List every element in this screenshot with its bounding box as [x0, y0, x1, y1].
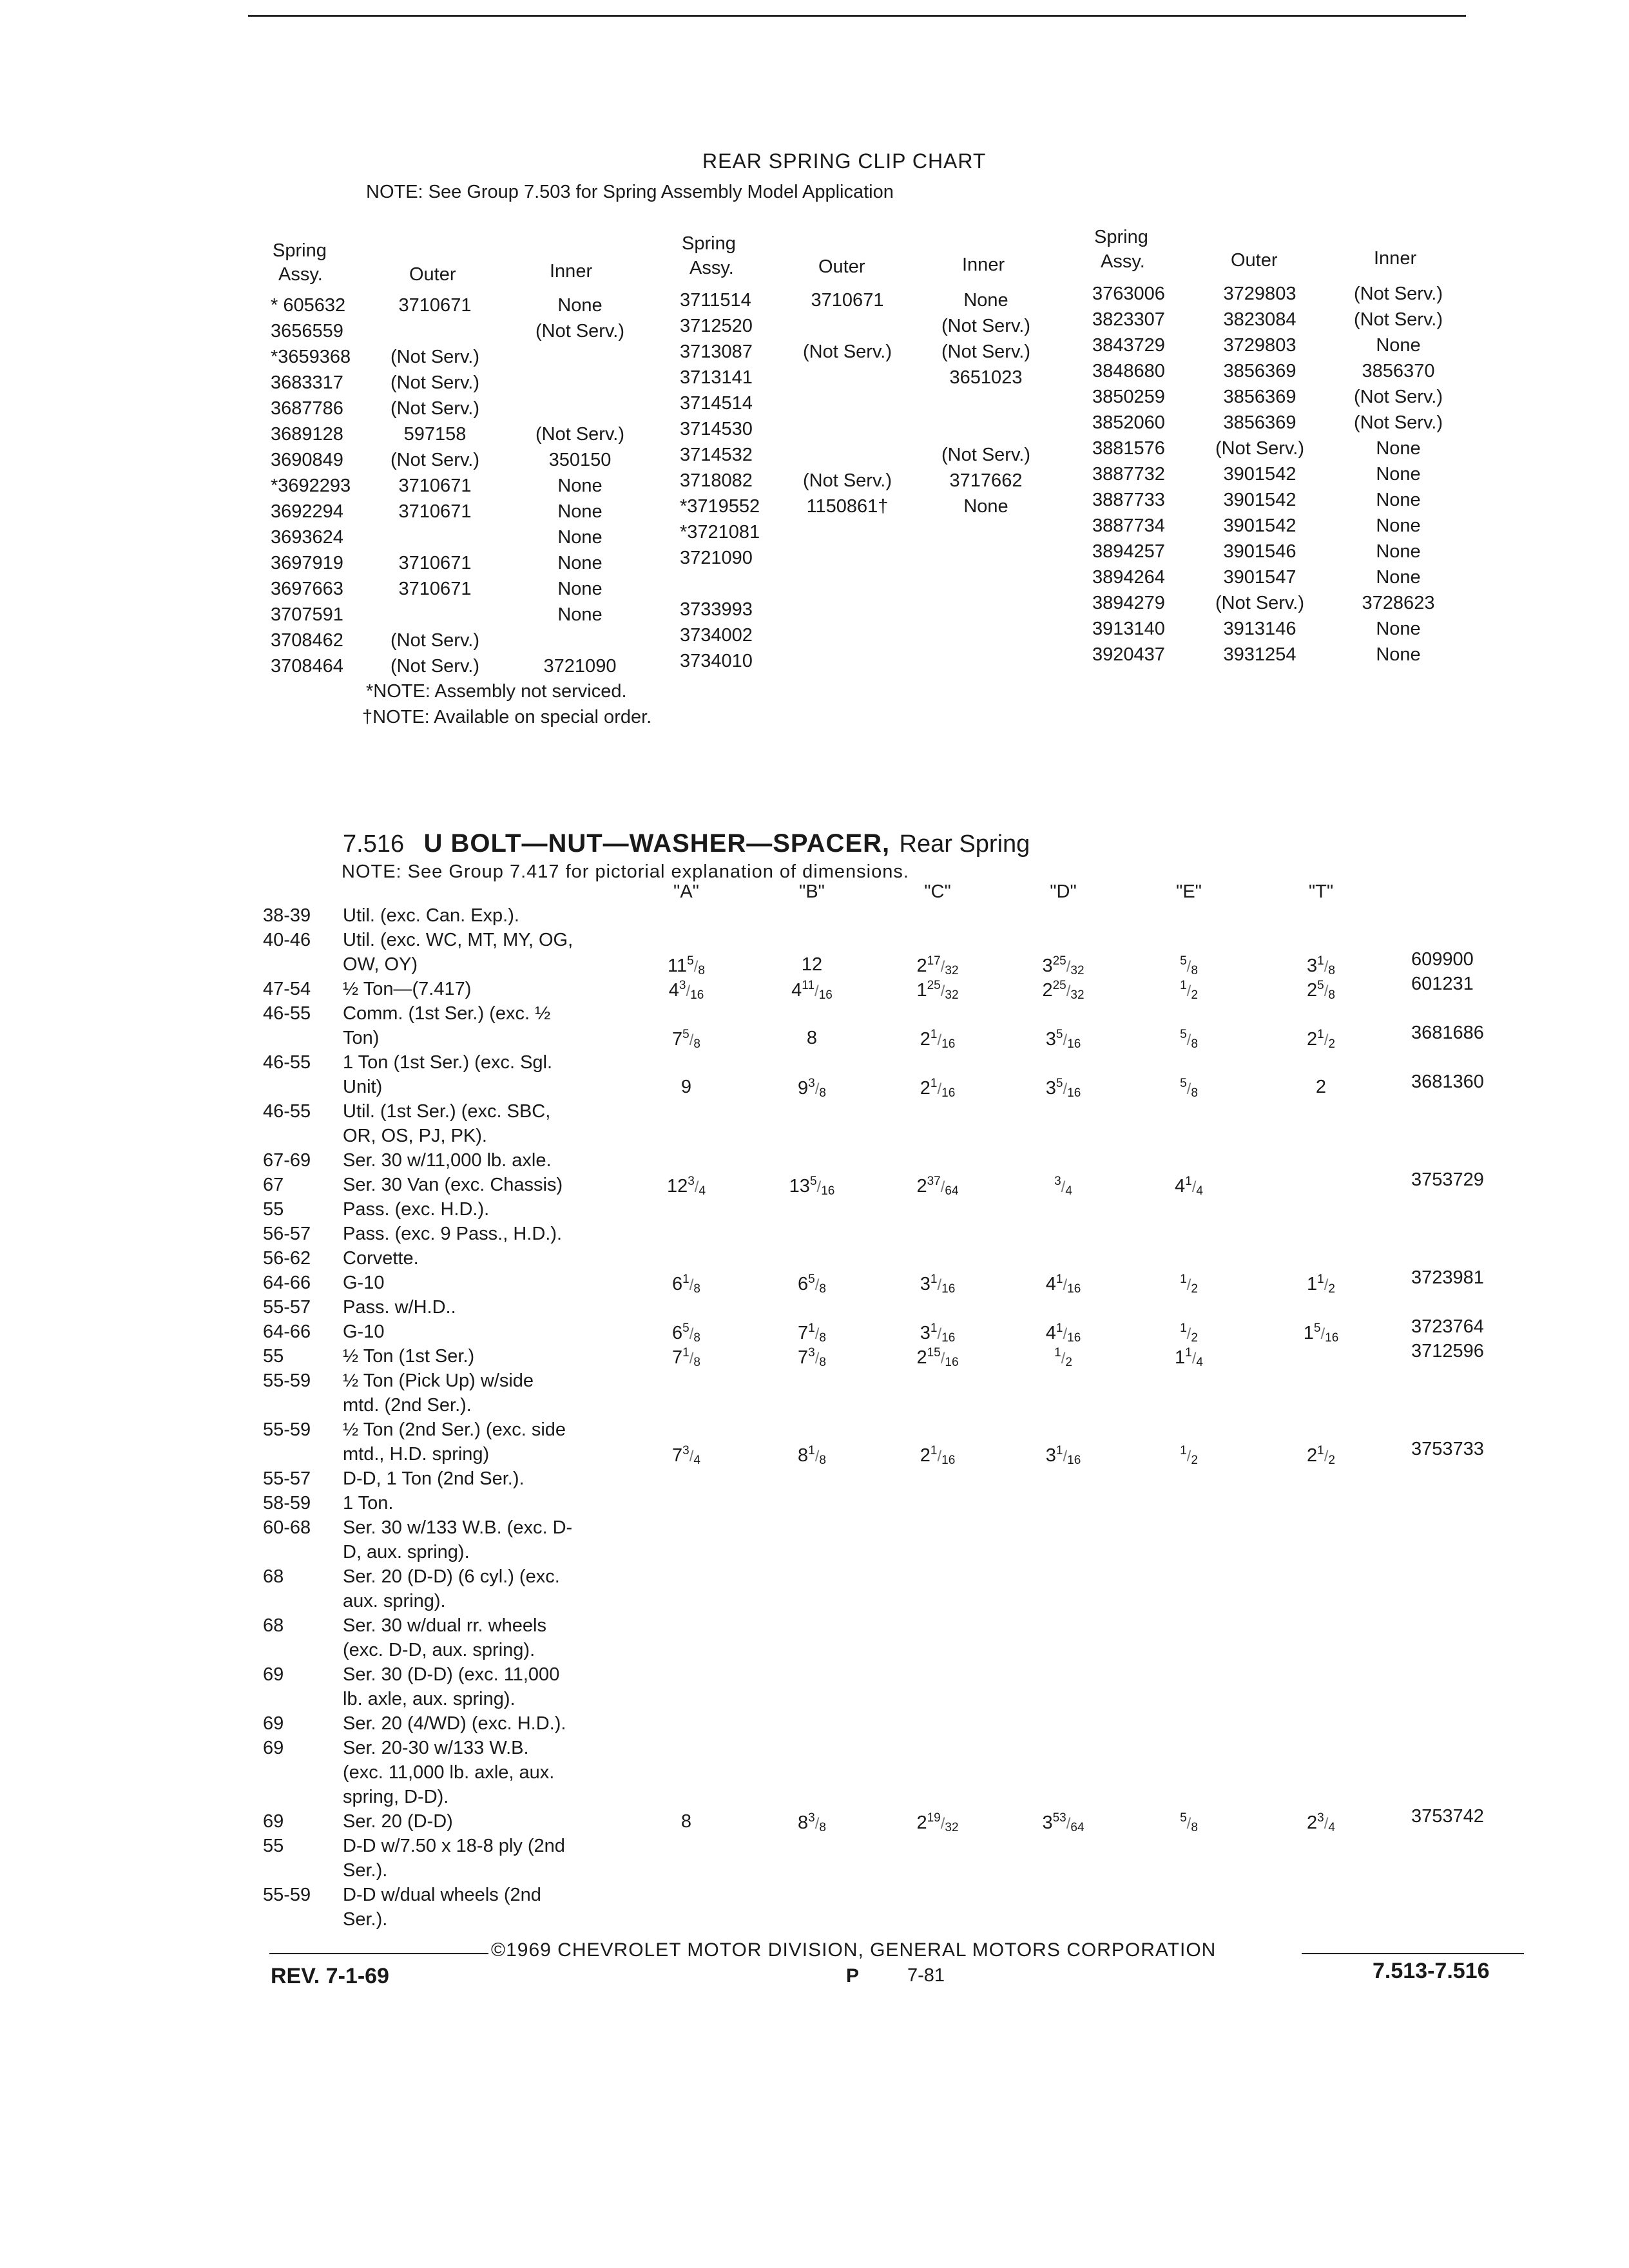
outer-clip-part: (Not Serv.): [390, 450, 480, 470]
outer-clip-part: 3931254: [1223, 644, 1296, 665]
spring-assy-number: 3687786: [271, 398, 343, 419]
model-years: 69: [263, 1738, 284, 1758]
outer-clip-part: 3913146: [1223, 619, 1296, 639]
model-years: 46-55: [263, 1003, 311, 1024]
inner-clip-part: None: [1376, 490, 1421, 510]
col-header-e: "E": [1176, 881, 1202, 902]
dim-d: $4^1/_{16}$: [1045, 1273, 1081, 1296]
header-assy: Assy.: [278, 264, 323, 285]
spring-assy-number: *3692293: [271, 476, 351, 496]
dim-d: $3^{25}/_{32}$: [1042, 954, 1084, 977]
dim-t: $2^1/_2$: [1307, 1444, 1335, 1467]
spring-assy-number: 3763006: [1092, 284, 1165, 304]
inner-clip-part: (Not Serv.): [1353, 412, 1443, 433]
dim-c: $2^1/_{16}$: [920, 1077, 956, 1100]
application-description: Ton): [343, 1028, 380, 1048]
dim-a: $11^5/_8$: [668, 954, 705, 977]
dim-d: $3^5/_{16}$: [1045, 1077, 1081, 1100]
inner-clip-part: None: [963, 496, 1008, 517]
model-years: 55-57: [263, 1468, 311, 1489]
model-years: 58-59: [263, 1493, 311, 1514]
spring-assy-number: 3920437: [1092, 644, 1165, 665]
model-years: 55: [263, 1199, 284, 1220]
header-inner: Inner: [550, 261, 593, 282]
footer-rule-right: [1302, 1953, 1524, 1954]
outer-clip-part: 3823084: [1223, 309, 1296, 330]
dim-a: $6^1/_8$: [672, 1273, 700, 1296]
dim-b: $4^{11}/_{16}$: [791, 979, 833, 1002]
dim-b: $8^3/_8$: [798, 1811, 826, 1834]
page-label: P: [846, 1965, 860, 1986]
inner-clip-part: None: [557, 553, 602, 573]
inner-clip-part: None: [557, 527, 602, 548]
dim-b: 8: [806, 1028, 818, 1048]
outer-clip-part: 3710671: [811, 290, 884, 311]
spring-assy-number: 3656559: [271, 321, 343, 341]
dim-c: $2^1/_{16}$: [920, 1444, 956, 1467]
inner-clip-part: None: [1376, 541, 1421, 562]
application-description: ½ Ton (1st Ser.): [343, 1346, 475, 1367]
model-years: 56-57: [263, 1224, 311, 1244]
dim-e: $^1/_2$: [1180, 1273, 1198, 1296]
part-number: 3681686: [1411, 1023, 1484, 1043]
dim-t: $1^1/_2$: [1307, 1273, 1335, 1296]
outer-clip-part: 3856369: [1223, 387, 1296, 407]
part-number: 3753742: [1411, 1806, 1484, 1827]
inner-clip-part: 3728623: [1362, 593, 1435, 613]
page-number: 7-81: [907, 1965, 945, 1986]
spring-assy-number: *3719552: [680, 496, 760, 517]
clip-chart-title: REAR SPRING CLIP CHART: [702, 149, 987, 173]
dim-b: $7^3/_8$: [798, 1346, 826, 1369]
header-assy: Assy.: [689, 258, 734, 278]
outer-clip-part: 3710671: [398, 501, 472, 522]
spring-assy-number: 3713087: [680, 341, 753, 362]
model-years: 64-66: [263, 1321, 311, 1342]
spring-assy-number: 3718082: [680, 470, 753, 491]
dim-d: $4^1/_{16}$: [1045, 1321, 1081, 1345]
part-number: 3753733: [1411, 1439, 1484, 1459]
inner-clip-part: None: [1376, 335, 1421, 356]
spring-assy-number: 3887733: [1092, 490, 1165, 510]
spring-assy-number: 3689128: [271, 424, 343, 445]
application-description: Pass. (exc. H.D.).: [343, 1199, 490, 1220]
inner-clip-part: 3651023: [949, 367, 1023, 388]
part-number: 3723981: [1411, 1267, 1484, 1288]
spring-assy-number: 3734010: [680, 651, 753, 671]
outer-clip-part: (Not Serv.): [390, 372, 480, 393]
inner-clip-part: (Not Serv.): [535, 321, 625, 341]
dim-e: $^5/_8$: [1180, 1811, 1198, 1834]
outer-clip-part: 597158: [403, 424, 467, 445]
application-description: Comm. (1st Ser.) (exc. ½: [343, 1003, 551, 1024]
model-years: 68: [263, 1615, 284, 1636]
inner-clip-part: 3717662: [949, 470, 1023, 491]
dim-e: $^5/_8$: [1180, 1028, 1198, 1051]
inner-clip-part: 3721090: [543, 656, 617, 677]
application-description: Ser.).: [343, 1909, 388, 1930]
dim-c: $3^1/_{16}$: [920, 1321, 956, 1345]
dim-b: $8^1/_8$: [798, 1444, 826, 1467]
application-description: G-10: [343, 1321, 385, 1342]
inner-clip-part: None: [1376, 515, 1421, 536]
application-description: Ser. 20-30 w/133 W.B.: [343, 1738, 529, 1758]
top-rule: [248, 15, 1466, 17]
model-years: 60-68: [263, 1517, 311, 1538]
outer-clip-part: 3901546: [1223, 541, 1296, 562]
part-number: 3712596: [1411, 1341, 1484, 1361]
revision-date: REV. 7-1-69: [271, 1964, 389, 1988]
model-years: 68: [263, 1566, 284, 1587]
model-years: 67-69: [263, 1150, 311, 1171]
header-outer: Outer: [818, 256, 865, 277]
application-description: spring, D-D).: [343, 1787, 449, 1807]
model-years: 55-59: [263, 1885, 311, 1905]
model-years: 46-55: [263, 1052, 311, 1073]
outer-clip-part: 3856369: [1223, 361, 1296, 381]
model-years: 69: [263, 1811, 284, 1832]
model-years: 55-59: [263, 1370, 311, 1391]
outer-clip-part: (Not Serv.): [390, 398, 480, 419]
application-description: D, aux. spring).: [343, 1542, 470, 1562]
header-inner: Inner: [962, 255, 1005, 275]
part-number: 3753729: [1411, 1169, 1484, 1190]
part-number: 609900: [1411, 949, 1474, 970]
dim-b: $7^1/_8$: [798, 1321, 826, 1345]
outer-clip-part: 1150861†: [806, 496, 889, 517]
inner-clip-part: 350150: [548, 450, 612, 470]
application-description: aux. spring).: [343, 1591, 446, 1611]
application-description: Pass. w/H.D..: [343, 1297, 456, 1318]
dim-c: $2^{17}/_{32}$: [916, 954, 959, 977]
spring-assy-number: *3659368: [271, 347, 351, 367]
header-outer: Outer: [1231, 250, 1278, 271]
dim-t: $2^1/_2$: [1307, 1028, 1335, 1051]
outer-clip-part: 3729803: [1223, 335, 1296, 356]
col-header-c: "C": [924, 881, 951, 902]
model-years: 64-66: [263, 1273, 311, 1293]
application-description: mtd. (2nd Ser.).: [343, 1395, 472, 1416]
model-years: 55: [263, 1346, 284, 1367]
spring-assy-number: 3850259: [1092, 387, 1165, 407]
spring-assy-number: 3714532: [680, 445, 753, 465]
dim-e: $4^1/_4$: [1175, 1175, 1203, 1198]
inner-clip-part: (Not Serv.): [941, 341, 1031, 362]
application-description: ½ Ton (2nd Ser.) (exc. side: [343, 1419, 566, 1440]
copyright-line: ©1969 CHEVROLET MOTOR DIVISION, GENERAL MOTORS CORPORATION: [491, 1939, 1217, 1961]
outer-clip-part: 3710671: [398, 476, 472, 496]
outer-clip-part: 3729803: [1223, 284, 1296, 304]
spring-assy-number: 3708462: [271, 630, 343, 651]
model-years: 55-59: [263, 1419, 311, 1440]
application-description: ½ Ton—(7.417): [343, 979, 472, 999]
inner-clip-part: (Not Serv.): [941, 445, 1031, 465]
application-description: (exc. D-D, aux. spring).: [343, 1640, 535, 1660]
spring-assy-number: 3887732: [1092, 464, 1165, 485]
dim-t: $2^3/_4$: [1307, 1811, 1335, 1834]
spring-assy-number: 3712520: [680, 316, 753, 336]
application-description: Ser. 30 (D-D) (exc. 11,000: [343, 1664, 560, 1685]
dim-b: $13^5/_{16}$: [789, 1175, 835, 1198]
outer-clip-part: 3901542: [1223, 490, 1296, 510]
dim-t: 2: [1315, 1077, 1327, 1097]
inner-clip-part: None: [557, 476, 602, 496]
outer-clip-part: 3901542: [1223, 464, 1296, 485]
spring-assy-number: * 605632: [271, 295, 346, 316]
application-description: OW, OY): [343, 954, 418, 975]
spring-assy-number: 3714514: [680, 393, 753, 414]
spring-assy-number: *3721081: [680, 522, 760, 543]
spring-assy-number: 3848680: [1092, 361, 1165, 381]
spring-assy-number: 3843729: [1092, 335, 1165, 356]
application-description: Util. (1st Ser.) (exc. SBC,: [343, 1101, 551, 1122]
section-heading: [343, 829, 1030, 858]
section-range: 7.513-7.516: [1373, 1959, 1490, 1983]
spring-assy-number: 3733993: [680, 599, 753, 620]
spring-assy-number: 3690849: [271, 450, 343, 470]
section-title-suffix: Rear Spring: [899, 831, 1030, 858]
dim-a: $6^5/_8$: [672, 1321, 700, 1345]
dim-t: $2^5/_8$: [1307, 979, 1335, 1002]
col-header-t: "T": [1308, 881, 1334, 902]
inner-clip-part: None: [557, 579, 602, 599]
application-description: 1 Ton (1st Ser.) (exc. Sgl.: [343, 1052, 553, 1073]
dim-d: $^1/_2$: [1054, 1346, 1072, 1369]
dim-e: $^5/_8$: [1180, 954, 1198, 977]
application-description: OR, OS, PJ, PK).: [343, 1126, 487, 1146]
application-description: Ser. 30 Van (exc. Chassis): [343, 1175, 563, 1195]
spring-assy-number: 3894264: [1092, 567, 1165, 588]
model-years: 46-55: [263, 1101, 311, 1122]
dim-e: $^5/_8$: [1180, 1077, 1198, 1100]
application-description: Ser.).: [343, 1860, 388, 1881]
dim-a: $7^5/_8$: [672, 1028, 700, 1051]
dim-b: $6^5/_8$: [798, 1273, 826, 1296]
application-description: Unit): [343, 1077, 383, 1097]
outer-clip-part: (Not Serv.): [390, 656, 480, 677]
model-years: 40-46: [263, 930, 311, 950]
dim-a: $4^3/_{16}$: [668, 979, 704, 1002]
section-note: NOTE: See Group 7.417 for pictorial explanation of dimensions.: [342, 861, 909, 882]
outer-clip-part: (Not Serv.): [802, 470, 892, 491]
application-description: lb. axle, aux. spring).: [343, 1689, 516, 1709]
dim-d: $^3/_4$: [1054, 1175, 1072, 1198]
inner-clip-part: None: [1376, 619, 1421, 639]
spring-assy-number: 3894279: [1092, 593, 1165, 613]
spring-assy-number: 3711514: [680, 290, 751, 311]
application-description: Corvette.: [343, 1248, 419, 1269]
dim-e: $1^1/_4$: [1175, 1346, 1203, 1369]
outer-clip-part: (Not Serv.): [1215, 438, 1305, 459]
model-years: 47-54: [263, 979, 311, 999]
header-spring: Spring: [1094, 227, 1148, 247]
application-description: G-10: [343, 1273, 385, 1293]
header-outer: Outer: [409, 264, 456, 285]
dim-e: $^1/_2$: [1180, 1321, 1198, 1345]
application-description: (exc. 11,000 lb. axle, aux.: [343, 1762, 555, 1783]
outer-clip-part: 3901542: [1223, 515, 1296, 536]
application-description: Util. (exc. WC, MT, MY, OG,: [343, 930, 574, 950]
footer-rule-left: [269, 1953, 488, 1954]
spring-assy-number: 3913140: [1092, 619, 1165, 639]
dim-d: $3^{53}/_{64}$: [1042, 1811, 1084, 1834]
application-description: Ser. 30 w/133 W.B. (exc. D-: [343, 1517, 573, 1538]
model-years: 55: [263, 1836, 284, 1856]
dim-d: $3^1/_{16}$: [1045, 1444, 1081, 1467]
inner-clip-part: (Not Serv.): [535, 424, 625, 445]
inner-clip-part: (Not Serv.): [1353, 309, 1443, 330]
dim-t: $1^5/_{16}$: [1303, 1321, 1339, 1345]
model-years: 55-57: [263, 1297, 311, 1318]
part-number: 3681360: [1411, 1072, 1484, 1092]
spring-assy-number: 3713141: [680, 367, 753, 388]
dim-c: $1^{25}/_{32}$: [916, 979, 959, 1002]
dim-c: $2^{19}/_{32}$: [916, 1811, 959, 1834]
dim-t: $3^1/_8$: [1307, 954, 1335, 977]
outer-clip-part: 3710671: [398, 295, 472, 316]
spring-assy-number: 3823307: [1092, 309, 1165, 330]
inner-clip-part: None: [557, 295, 602, 316]
spring-assy-number: 3714530: [680, 419, 753, 439]
dim-d: $3^5/_{16}$: [1045, 1028, 1081, 1051]
spring-assy-number: 3894257: [1092, 541, 1165, 562]
application-description: Ser. 30 w/dual rr. wheels: [343, 1615, 546, 1636]
section-number: 7.516: [343, 831, 405, 858]
model-years: 56-62: [263, 1248, 311, 1269]
inner-clip-part: None: [1376, 438, 1421, 459]
outer-clip-part: (Not Serv.): [390, 630, 480, 651]
dim-a: 9: [680, 1077, 692, 1097]
application-description: D-D w/7.50 x 18-8 ply (2nd: [343, 1836, 565, 1856]
col-header-b: "B": [799, 881, 825, 902]
spring-assy-number: 3708464: [271, 656, 343, 677]
part-number: 3723764: [1411, 1316, 1484, 1337]
part-number: 601231: [1411, 974, 1474, 994]
outer-clip-part: 3901547: [1223, 567, 1296, 588]
dim-b: 12: [801, 954, 823, 975]
dim-d: $2^{25}/_{32}$: [1042, 979, 1084, 1002]
application-description: D-D, 1 Ton (2nd Ser.).: [343, 1468, 525, 1489]
footnote-special-order: †NOTE: Available on special order.: [362, 707, 652, 727]
dim-c: $2^{37}/_{64}$: [916, 1175, 959, 1198]
model-years: 67: [263, 1175, 284, 1195]
model-years: 69: [263, 1664, 284, 1685]
inner-clip-part: None: [557, 501, 602, 522]
application-description: D-D w/dual wheels (2nd: [343, 1885, 541, 1905]
application-description: 1 Ton.: [343, 1493, 394, 1514]
spring-assy-number: 3734002: [680, 625, 753, 646]
outer-clip-part: 3710671: [398, 579, 472, 599]
header-spring: Spring: [682, 233, 736, 254]
dim-a: $7^3/_4$: [672, 1444, 700, 1467]
outer-clip-part: (Not Serv.): [802, 341, 892, 362]
application-description: Pass. (exc. 9 Pass., H.D.).: [343, 1224, 563, 1244]
dim-c: $3^1/_{16}$: [920, 1273, 956, 1296]
application-description: Util. (exc. Can. Exp.).: [343, 905, 519, 926]
application-description: mtd., H.D. spring): [343, 1444, 490, 1465]
model-years: 69: [263, 1713, 284, 1734]
outer-clip-part: (Not Serv.): [1215, 593, 1305, 613]
outer-clip-part: 3710671: [398, 553, 472, 573]
dim-a: 8: [680, 1811, 692, 1832]
section-title: U BOLT—NUT—WASHER—SPACER,: [423, 829, 891, 858]
outer-clip-part: 3856369: [1223, 412, 1296, 433]
col-header-d: "D": [1050, 881, 1077, 902]
inner-clip-part: (Not Serv.): [1353, 284, 1443, 304]
inner-clip-part: (Not Serv.): [1353, 387, 1443, 407]
spring-assy-number: 3697919: [271, 553, 343, 573]
header-spring: Spring: [273, 240, 327, 261]
spring-assy-number: 3692294: [271, 501, 343, 522]
header-assy: Assy.: [1101, 251, 1145, 272]
application-description: ½ Ton (Pick Up) w/side: [343, 1370, 534, 1391]
application-description: Ser. 20 (D-D) (6 cyl.) (exc.: [343, 1566, 560, 1587]
dim-b: $9^3/_8$: [798, 1077, 826, 1100]
spring-assy-number: 3721090: [680, 548, 753, 568]
inner-clip-part: 3856370: [1362, 361, 1435, 381]
spring-assy-number: 3693624: [271, 527, 343, 548]
spring-assy-number: 3697663: [271, 579, 343, 599]
application-description: Ser. 20 (D-D): [343, 1811, 453, 1832]
clip-chart-note: NOTE: See Group 7.503 for Spring Assembly Model Application: [366, 182, 894, 202]
dim-e: $^1/_2$: [1180, 1444, 1198, 1467]
spring-assy-number: 3881576: [1092, 438, 1165, 459]
model-years: 38-39: [263, 905, 311, 926]
header-inner: Inner: [1374, 248, 1417, 269]
inner-clip-part: None: [1376, 567, 1421, 588]
spring-assy-number: 3852060: [1092, 412, 1165, 433]
inner-clip-part: None: [557, 604, 602, 625]
inner-clip-part: (Not Serv.): [941, 316, 1031, 336]
dim-e: $^1/_2$: [1180, 979, 1198, 1002]
dim-a: $7^1/_8$: [672, 1346, 700, 1369]
application-description: Ser. 20 (4/WD) (exc. H.D.).: [343, 1713, 566, 1734]
dim-c: $2^1/_{16}$: [920, 1028, 956, 1051]
spring-assy-number: 3887734: [1092, 515, 1165, 536]
inner-clip-part: None: [963, 290, 1008, 311]
application-description: Ser. 30 w/11,000 lb. axle.: [343, 1150, 552, 1171]
inner-clip-part: None: [1376, 464, 1421, 485]
inner-clip-part: None: [1376, 644, 1421, 665]
spring-assy-number: 3707591: [271, 604, 343, 625]
spring-assy-number: 3683317: [271, 372, 343, 393]
dim-c: $2^{15}/_{16}$: [916, 1346, 959, 1369]
footnote-not-serviced: *NOTE: Assembly not serviced.: [366, 681, 627, 702]
outer-clip-part: (Not Serv.): [390, 347, 480, 367]
col-header-a: "A": [673, 881, 699, 902]
dim-a: $12^3/_4$: [666, 1175, 706, 1198]
